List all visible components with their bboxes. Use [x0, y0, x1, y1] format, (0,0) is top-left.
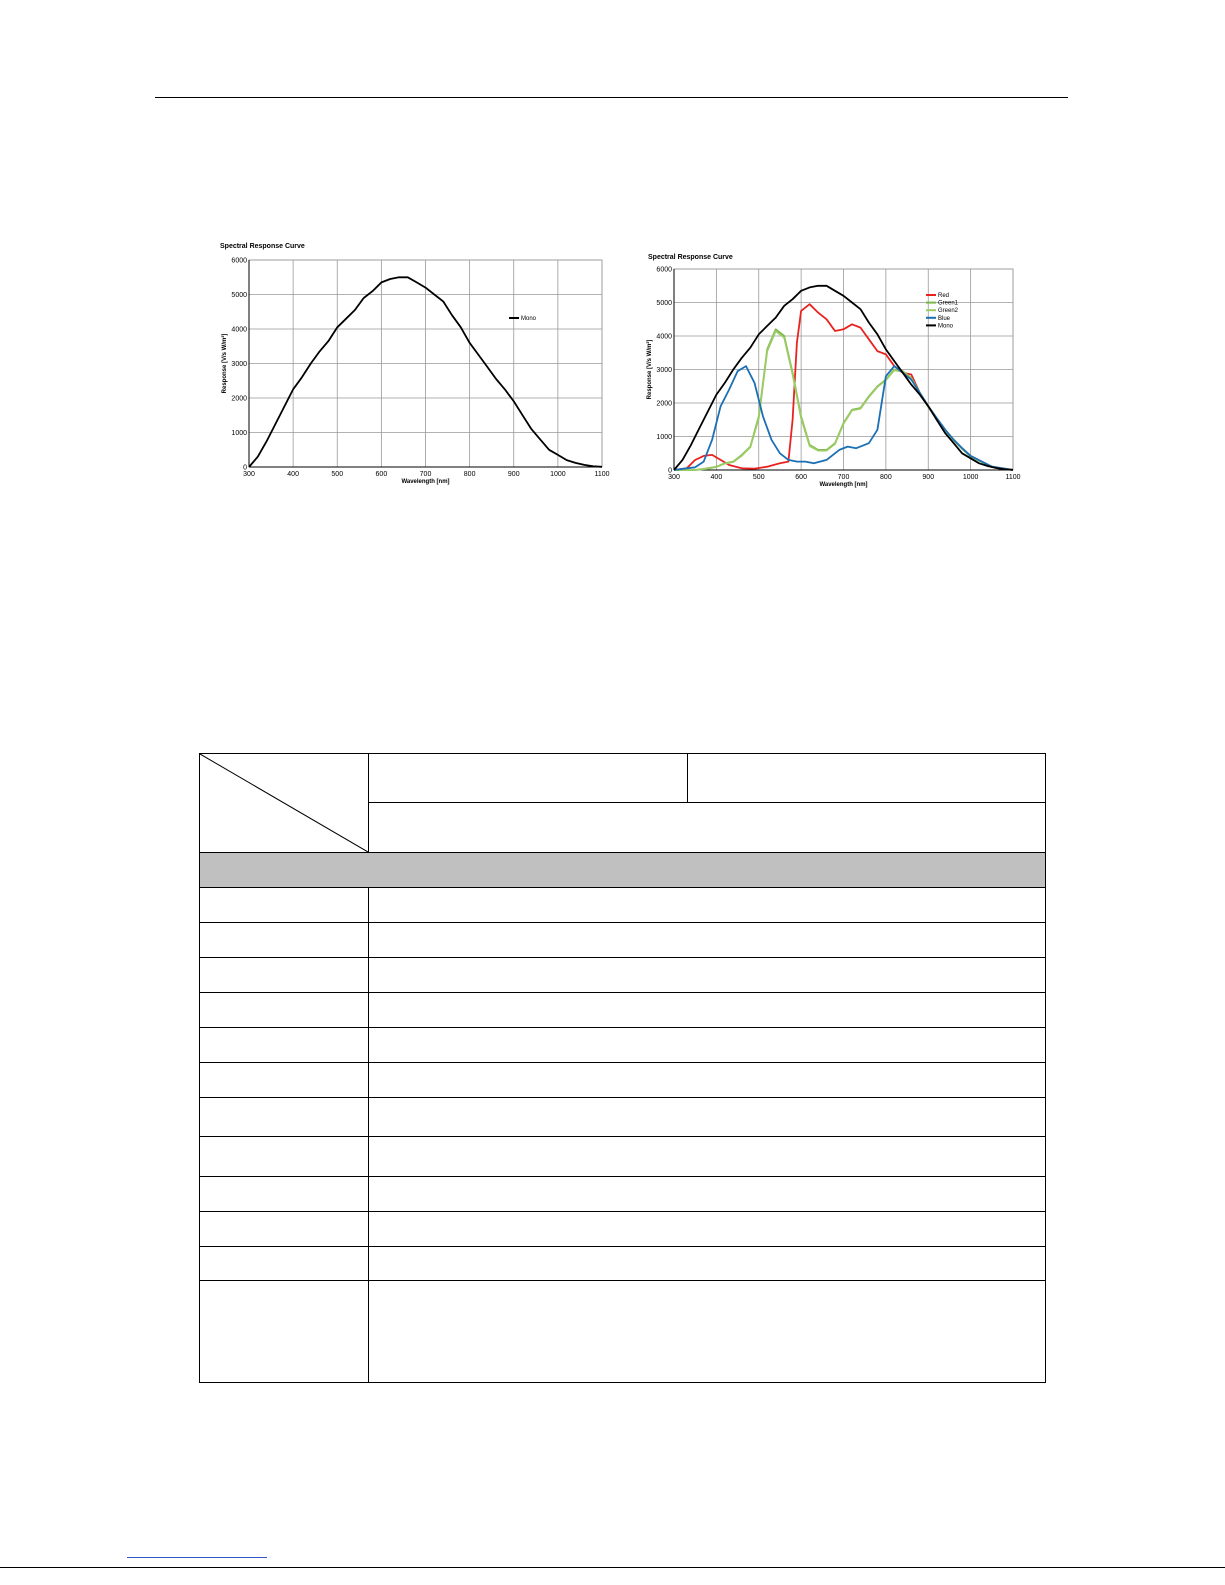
x-tick-label: 1100 [1005, 474, 1021, 481]
table-row [200, 1098, 1046, 1137]
value-cell [369, 1137, 1046, 1177]
y-tick-label: 2000 [656, 400, 672, 408]
table-row [200, 993, 1046, 1028]
table-row [200, 1063, 1046, 1098]
label-cell [200, 1137, 369, 1177]
y-axis-label: Response [V/s W/m²] [647, 339, 653, 400]
value-cell [369, 993, 1046, 1028]
x-tick-label: 600 [375, 471, 388, 478]
label-cell [200, 958, 369, 993]
table-row [200, 1028, 1046, 1063]
x-tick-label: 900 [507, 471, 520, 478]
spectral-response-chart-color [640, 247, 1035, 496]
y-tick-label: 3000 [656, 367, 672, 374]
x-axis-label: Wavelength [nm] [401, 479, 450, 485]
legend-entry: Mono [521, 316, 537, 322]
value-cell [369, 888, 1046, 923]
table-header-row [200, 754, 1046, 803]
y-tick-label: 2000 [231, 395, 247, 403]
legend-entry: Red [938, 293, 950, 299]
label-cell [200, 993, 369, 1028]
legend-entry: Green1 [938, 300, 959, 307]
y-tick-label: 1000 [231, 430, 247, 437]
y-tick-label: 1000 [656, 434, 672, 441]
y-tick-label: 4000 [656, 333, 672, 341]
x-tick-label: 1100 [594, 471, 610, 478]
legend-entry: Green2 [938, 308, 959, 315]
y-tick-label: 6000 [656, 266, 672, 274]
table-row [200, 1212, 1046, 1247]
label-cell [200, 1247, 369, 1281]
diagonal-divider [200, 754, 368, 852]
label-cell [200, 1098, 369, 1137]
chart-title: Spectral Response Curve [220, 243, 305, 250]
x-tick-label: 1000 [550, 471, 566, 478]
label-cell [200, 1177, 369, 1212]
label-cell [200, 923, 369, 958]
x-axis-label: Wavelength [nm] [819, 482, 868, 488]
x-tick-label: 800 [880, 474, 892, 481]
value-cell [369, 958, 1046, 993]
model-header-cell [369, 754, 688, 803]
y-tick-label: 6000 [231, 257, 247, 265]
y-tick-label: 0 [668, 467, 672, 475]
x-tick-label: 500 [752, 474, 765, 481]
y-tick-label: 5000 [656, 300, 672, 307]
table-row [200, 1281, 1046, 1383]
legend-entry: Blue [938, 315, 951, 322]
value-cell [369, 1028, 1046, 1063]
value-cell [369, 923, 1046, 958]
x-tick-label: 300 [243, 471, 255, 478]
x-tick-label: 1000 [962, 474, 979, 481]
header-rule [155, 97, 1068, 98]
x-tick-label: 800 [463, 471, 476, 478]
footer-rule [0, 1567, 1225, 1568]
x-tick-label: 600 [795, 474, 807, 481]
x-tick-label: 700 [837, 474, 850, 481]
section-header-cell [200, 853, 1046, 888]
table-row [200, 888, 1046, 923]
section-row [200, 853, 1046, 888]
footer-link-underline[interactable] [127, 1557, 267, 1558]
y-axis-label: Response [V/s W/m²] [222, 333, 228, 394]
label-cell [200, 1281, 369, 1383]
label-cell [200, 1028, 369, 1063]
x-tick-label: 700 [419, 471, 432, 478]
table-row [200, 1247, 1046, 1281]
x-tick-label: 900 [922, 474, 935, 481]
x-tick-label: 500 [331, 471, 344, 478]
subheader-cell [369, 803, 1046, 853]
table-row [200, 958, 1046, 993]
value-cell [369, 1247, 1046, 1281]
legend-entry: Mono [938, 323, 954, 330]
label-cell [200, 1063, 369, 1098]
value-cell [369, 1063, 1046, 1098]
chart-mono-svg [212, 236, 622, 498]
y-tick-label: 4000 [231, 326, 247, 334]
x-tick-label: 300 [668, 474, 680, 481]
table-corner-cell [200, 754, 369, 853]
label-cell [200, 888, 369, 923]
chart-title: Spectral Response Curve [648, 254, 733, 261]
value-cell [369, 1212, 1046, 1247]
value-cell [369, 1281, 1046, 1383]
model-header-cell [688, 754, 1046, 803]
y-tick-label: 5000 [231, 292, 247, 299]
y-tick-label: 3000 [231, 361, 247, 368]
y-tick-label: 0 [243, 464, 247, 472]
table-row [200, 923, 1046, 958]
label-cell [200, 1212, 369, 1247]
table-row [200, 1177, 1046, 1212]
spectral-response-chart-mono [212, 236, 622, 498]
x-tick-label: 400 [710, 474, 723, 481]
table-row [200, 1137, 1046, 1177]
value-cell [369, 1177, 1046, 1212]
specification-table [199, 753, 1046, 1383]
value-cell [369, 1098, 1046, 1137]
x-tick-label: 400 [287, 471, 299, 478]
chart-color-svg [640, 247, 1035, 496]
